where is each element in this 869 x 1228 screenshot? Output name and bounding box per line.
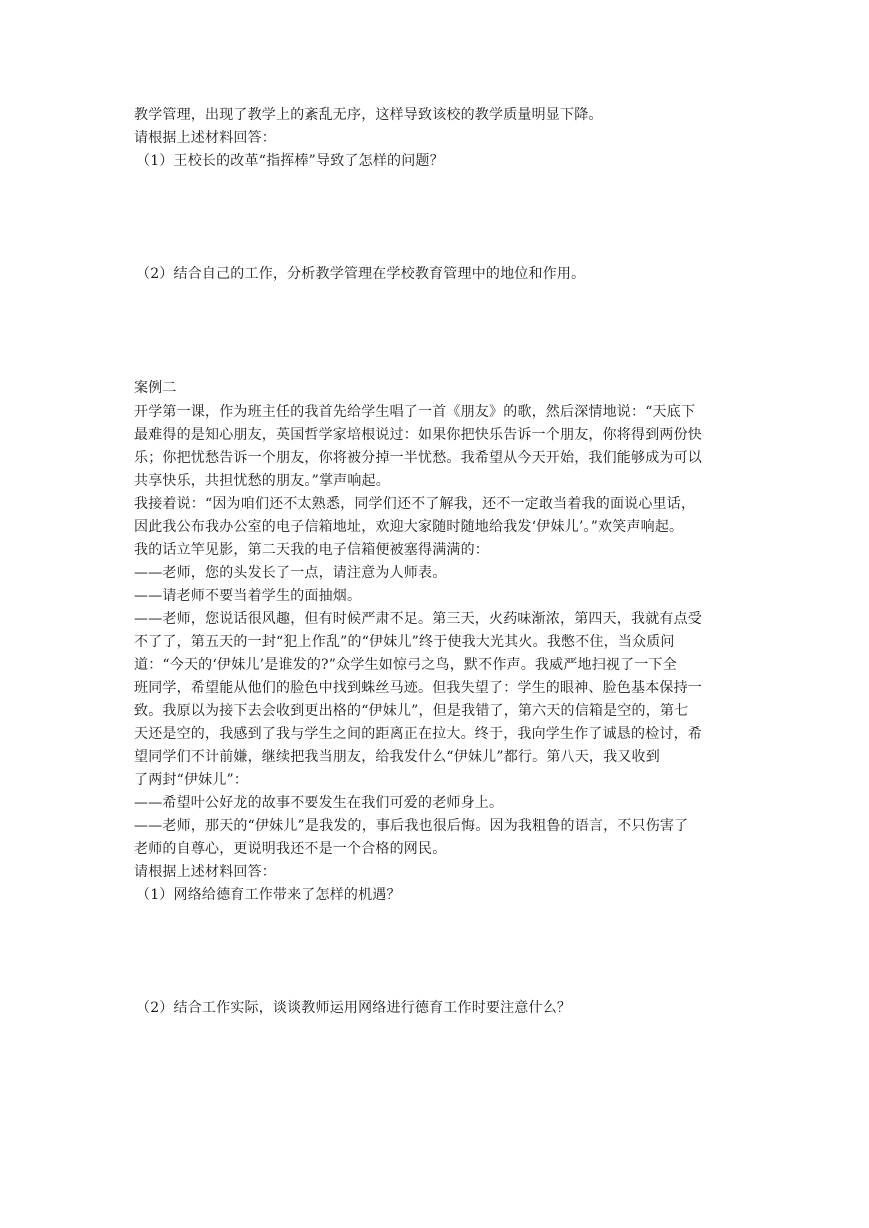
- section-title: 案例二: [134, 380, 177, 396]
- text-line: ——老师，那天的“伊妹儿”是我发的，事后我也很后悔。因为我粗鲁的语言，不只伤害了: [134, 818, 689, 834]
- text-line: ——请老师不要当着学生的面抽烟。: [134, 588, 362, 604]
- text-line: 了两封“伊妹儿”：: [134, 772, 249, 788]
- text-line: 不了了，第五天的一封“犯上作乱”的“伊妹儿”终于使我大光其火。我憋不住，当众质问: [134, 634, 675, 650]
- text-line: ——老师，您的头发长了一点，请注意为人师表。: [134, 565, 447, 581]
- text-line: 致。我原以为接下去会收到更出格的“伊妹儿”，但是我错了，第六天的信箱是空的，第七: [134, 703, 689, 719]
- text-line: 天还是空的，我感到了我与学生之间的距离正在拉大。终于，我向学生作了诚恳的检讨，希: [134, 726, 702, 742]
- question-line: （2）结合工作实际，谈谈教师运用网络进行德育工作时要注意什么？: [136, 1000, 572, 1016]
- text-line: 班同学，希望能从他们的脸色中找到蛛丝马迹。但我失望了：学生的眼神、脸色基本保持一: [134, 680, 702, 696]
- text-line: 因此我公布我办公室的电子信箱地址，欢迎大家随时随地给我发‘伊妹儿’。”欢笑声响起。: [134, 519, 684, 535]
- question-line: （2）结合自己的工作，分析教学管理在学校教育管理中的地位和作用。: [136, 266, 586, 282]
- question-line: （1）网络给德育工作带来了怎样的机遇？: [136, 887, 401, 903]
- text-line: 我的话立竿见影，第二天我的电子信箱便被塞得满满的：: [134, 542, 489, 558]
- text-line: 老师的自尊心，更说明我还不是一个合格的网民。: [134, 841, 447, 857]
- text-line: 请根据上述材料回答：: [134, 864, 276, 880]
- text-line: 望同学们不计前嫌，继续把我当朋友，给我发什么“伊妹儿”都行。第八天，我又收到: [134, 749, 660, 765]
- text-line: 道：“今天的‘伊妹儿’是谁发的?”众学生如惊弓之鸟，默不作声。我威严地扫视了一下全: [134, 657, 677, 673]
- text-line: 教学管理，出现了教学上的紊乱无序，这样导致该校的教学质量明显下降。: [134, 107, 603, 123]
- text-line: 我接着说：“因为咱们还不太熟悉，同学们还不了解我，还不一定敢当着我的面说心里话，: [134, 496, 696, 512]
- text-line: 共享快乐，共担忧愁的朋友。”掌声响起。: [134, 473, 390, 489]
- text-line: 乐；你把忧愁告诉一个朋友，你将被分掉一半忧愁。我希望从今天开始，我们能够成为可以: [134, 450, 702, 466]
- question-line: （1）王校长的改革“指挥棒”导致了怎样的问题？: [136, 153, 444, 169]
- text-line: 请根据上述材料回答：: [134, 130, 276, 146]
- text-line: 开学第一课，作为班主任的我首先给学生唱了一首《朋友》的歌，然后深情地说：“天底下: [134, 404, 696, 420]
- text-line: ——老师，您说话很风趣，但有时候严肃不足。第三天，火药味渐浓，第四天，我就有点受: [134, 611, 702, 627]
- text-line: ——希望叶公好龙的故事不要发生在我们可爱的老师身上。: [134, 795, 504, 811]
- text-line: 最难得的是知心朋友，英国哲学家培根说过：如果你把快乐告诉一个朋友，你将得到两份快: [134, 427, 702, 443]
